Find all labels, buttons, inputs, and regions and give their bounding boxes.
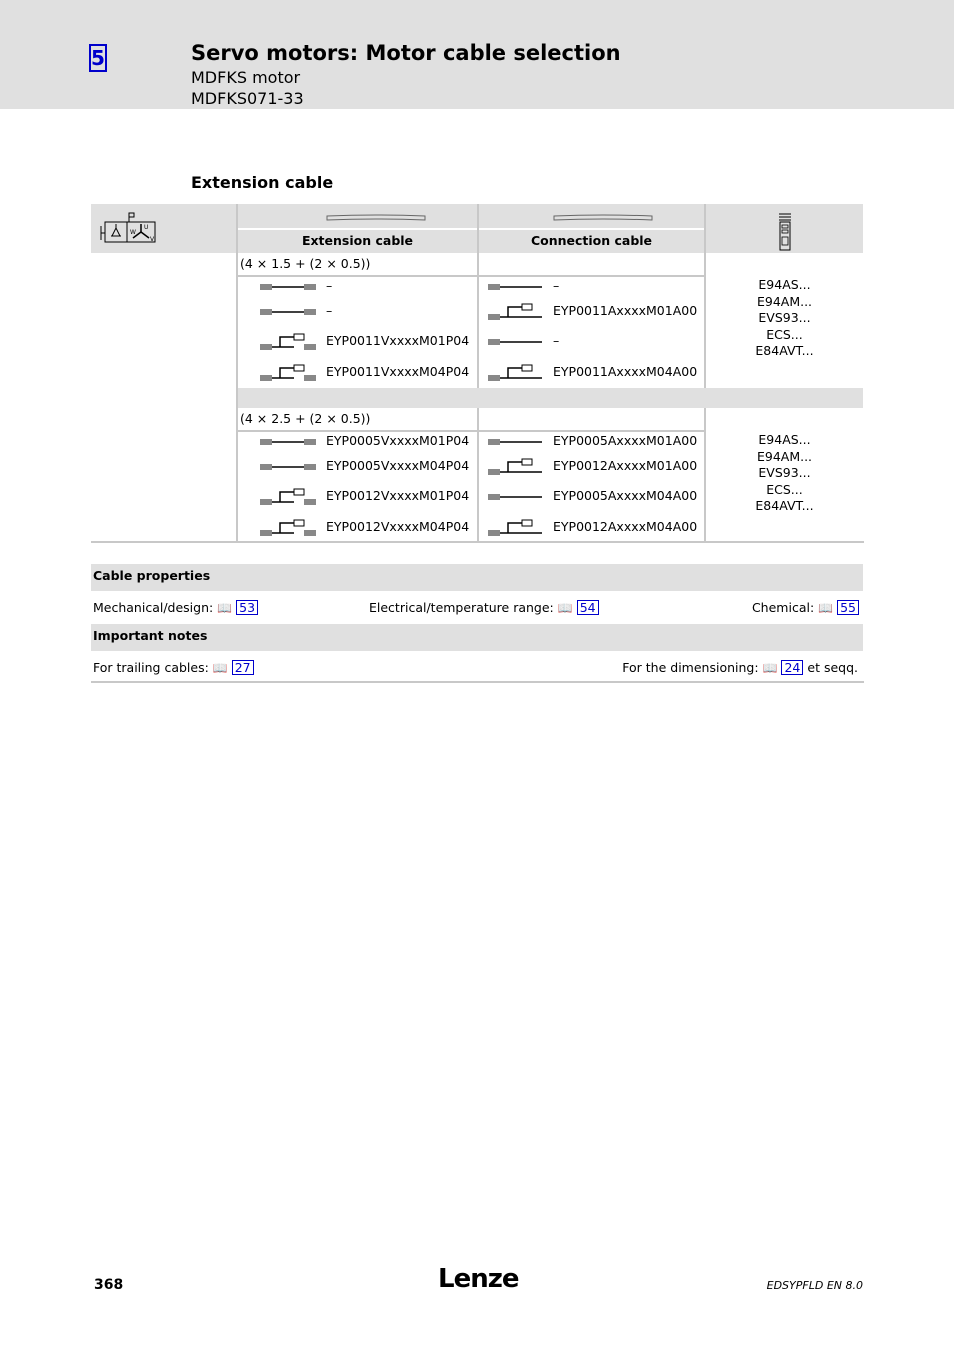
mechanical-label: Mechanical/design: <box>93 600 214 615</box>
cable-icon <box>260 333 316 355</box>
svg-text:V: V <box>150 236 155 243</box>
trailing-cables-ref <box>93 660 254 675</box>
section-title: Extension cable <box>191 173 334 192</box>
connection-cable-header: Connection cable <box>530 233 653 248</box>
controller-name: E94AS... <box>758 277 811 292</box>
group1-conn-row4: EYP0011AxxxxM04A00 <box>553 364 698 379</box>
trailing-page-link[interactable]: 27 <box>232 660 254 675</box>
group2-conn-row2: EYP0012AxxxxM01A00 <box>553 458 698 473</box>
chemical-page-link[interactable]: 55 <box>837 600 859 615</box>
cable-icon <box>260 437 316 447</box>
mechanical-page-link[interactable]: 53 <box>236 600 258 615</box>
extension-cable-header: Extension cable <box>301 233 414 248</box>
dimensioning-page-link[interactable]: 24 <box>781 660 803 675</box>
cable-icon <box>488 337 544 347</box>
chapter-title: Servo motors: Motor cable selection <box>191 41 621 65</box>
group2-ext-row1: EYP0005VxxxxM01P04 <box>326 433 470 448</box>
table-col-divider <box>477 204 479 388</box>
group2-ext-row2: EYP0005VxxxxM04P04 <box>326 458 470 473</box>
table-bottom-border <box>91 541 864 543</box>
cable-icon <box>488 492 544 502</box>
motor-model-subtitle: MDFKS071-33 <box>191 89 304 108</box>
group1-conn-row1: – <box>553 278 560 293</box>
cable-icon <box>488 303 544 325</box>
cable-icon <box>260 488 316 510</box>
cable-icon <box>488 364 544 386</box>
page-number: 368 <box>94 1277 124 1293</box>
group2-ext-row3: EYP0012VxxxxM01P04 <box>326 488 470 503</box>
cable-icon <box>553 214 653 222</box>
cable-icon <box>326 214 426 222</box>
svg-text:U: U <box>144 224 149 231</box>
group1-ext-row3: EYP0011VxxxxM01P04 <box>326 333 470 348</box>
controller-name: EVS93... <box>758 310 811 325</box>
lenze-logo: Lenze <box>438 1264 519 1294</box>
notes-bottom-border <box>91 681 864 683</box>
group2-conn-row1: EYP0005AxxxxM01A00 <box>553 433 698 448</box>
controller-name: E84AVT... <box>755 498 814 513</box>
chemical-ref <box>752 600 859 615</box>
dimensioning-suffix: et seqq. <box>807 660 858 675</box>
important-notes-heading: Important notes <box>93 628 208 643</box>
svg-text:W: W <box>130 229 136 236</box>
motor-symbol-icon <box>99 212 159 246</box>
cable-icon <box>260 462 316 472</box>
group1-ext-row2: – <box>326 303 333 318</box>
mechanical-design-ref <box>93 600 258 615</box>
group1-divider <box>238 275 705 277</box>
group2-conn-row4: EYP0012AxxxxM04A00 <box>553 519 698 534</box>
group1-conn-row3: – <box>553 333 560 348</box>
dimensioning-ref <box>622 660 858 675</box>
book-icon: 📖 <box>762 661 778 675</box>
group1-controllers <box>706 277 863 360</box>
book-icon: 📖 <box>217 601 233 615</box>
cable-icon <box>260 519 316 541</box>
controller-name: ECS... <box>766 326 803 342</box>
group1-cross-section: (4 × 1.5 + (2 × 0.5)) <box>240 256 371 271</box>
table-col-divider <box>236 204 238 542</box>
chemical-label: Chemical: <box>751 600 815 615</box>
table-col-divider <box>704 204 706 388</box>
connection-header-cell <box>479 230 704 253</box>
cable-properties-band <box>91 564 863 591</box>
group2-ext-row4: EYP0012VxxxxM04P04 <box>326 519 470 534</box>
book-icon: 📖 <box>557 601 573 615</box>
electrical-page-link[interactable]: 54 <box>577 600 599 615</box>
controller-name: E94AM... <box>756 448 813 464</box>
electrical-temperature-ref <box>369 600 599 615</box>
cable-icon <box>260 282 316 292</box>
cable-icon <box>488 519 544 541</box>
controller-name: EVS93... <box>758 465 811 480</box>
table-col-divider <box>704 408 706 542</box>
controller-header-cell <box>706 204 863 253</box>
book-icon: 📖 <box>818 601 834 615</box>
book-icon: 📖 <box>212 661 228 675</box>
group2-controllers <box>706 432 863 515</box>
connection-header-icon-cell <box>479 204 704 228</box>
cable-icon <box>488 282 544 292</box>
electrical-label: Electrical/temperature range: <box>369 600 554 615</box>
dimensioning-label: For the dimensioning: <box>622 660 759 675</box>
cable-properties-heading: Cable properties <box>93 568 211 583</box>
trailing-label: For trailing cables: <box>93 660 209 675</box>
controller-name: E84AVT... <box>755 343 814 358</box>
document-id: EDSYPFLD EN 8.0 <box>766 1279 863 1292</box>
group2-divider <box>238 430 705 432</box>
cable-icon <box>488 437 544 447</box>
controller-name: E94AM... <box>756 293 813 309</box>
group2-conn-row3: EYP0005AxxxxM04A00 <box>553 488 698 503</box>
controller-icon <box>777 212 793 252</box>
controller-name: E94AS... <box>758 432 811 447</box>
group1-ext-row1: – <box>326 278 333 293</box>
group1-ext-row4: EYP0011VxxxxM04P04 <box>326 364 470 379</box>
group1-conn-row2: EYP0011AxxxxM01A00 <box>553 303 698 318</box>
cable-icon <box>260 307 316 317</box>
motor-header-cell <box>91 204 236 253</box>
cable-icon <box>488 458 544 480</box>
controller-name: ECS... <box>766 481 803 497</box>
chapter-number-link[interactable]: 5 <box>89 44 107 72</box>
extension-header-cell <box>238 230 477 253</box>
table-col-divider <box>477 408 479 542</box>
motor-subtitle: MDFKS motor <box>191 68 301 87</box>
important-notes-band <box>91 624 863 651</box>
group-separator-band <box>238 388 863 408</box>
group2-cross-section: (4 × 2.5 + (2 × 0.5)) <box>240 411 371 426</box>
extension-header-icon-cell <box>238 204 477 228</box>
cable-icon <box>260 364 316 386</box>
